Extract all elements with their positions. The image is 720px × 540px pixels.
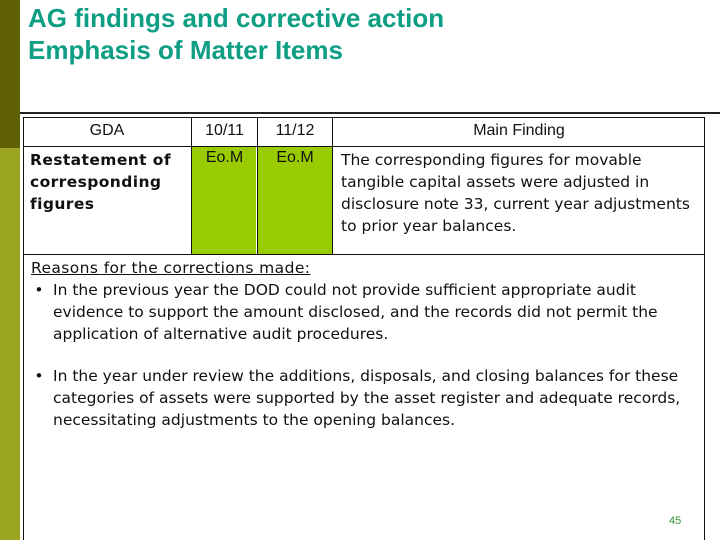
- row-gda-cell: Restatement of corresponding figures: [30, 151, 171, 213]
- sidebar-bar-light: [0, 148, 20, 540]
- row-finding-cell: The corresponding figures for movable tangible capital assets were adjusted in disclosure note 33, current year adjustments to prior year balances.: [341, 151, 690, 235]
- title-divider: [20, 112, 720, 114]
- header-year-1112: 11/12: [275, 122, 315, 139]
- header-main-finding: Main Finding: [473, 122, 565, 139]
- row-year1-cell: Eo.M: [205, 149, 244, 166]
- header-year-1011: 10/11: [205, 122, 244, 139]
- header-gda: GDA: [89, 122, 125, 139]
- table-bottom-divider: [23, 254, 705, 255]
- slide-title: [28, 2, 444, 66]
- reason-bullet-1: [31, 279, 707, 345]
- title-line-1: AG findings and corrective action: [28, 3, 445, 33]
- reason-text-2: In the year under review the additions, disposals, and closing balances for these categories of assets were supported by the asset register and adequate records, necessitating adjustments to the opening balances.: [53, 367, 681, 429]
- row-year2-cell: Eo.M: [276, 149, 314, 166]
- page-number: 45: [669, 515, 682, 527]
- reasons-section: [31, 257, 707, 431]
- reasons-heading: Reasons for the corrections made:: [31, 259, 311, 277]
- reason-text-1: In the previous year the DOD could not provide sufficient appropriate audit evidence to support the amount disclosed, and the records did not permit the application of alternative audit procedures.: [53, 281, 658, 343]
- reason-bullet-2: [31, 365, 707, 431]
- bullet-icon: •: [34, 281, 44, 299]
- bullet-icon: •: [34, 367, 44, 385]
- title-line-2: Emphasis of Matter Items: [28, 35, 343, 65]
- header-row-divider: [23, 146, 705, 147]
